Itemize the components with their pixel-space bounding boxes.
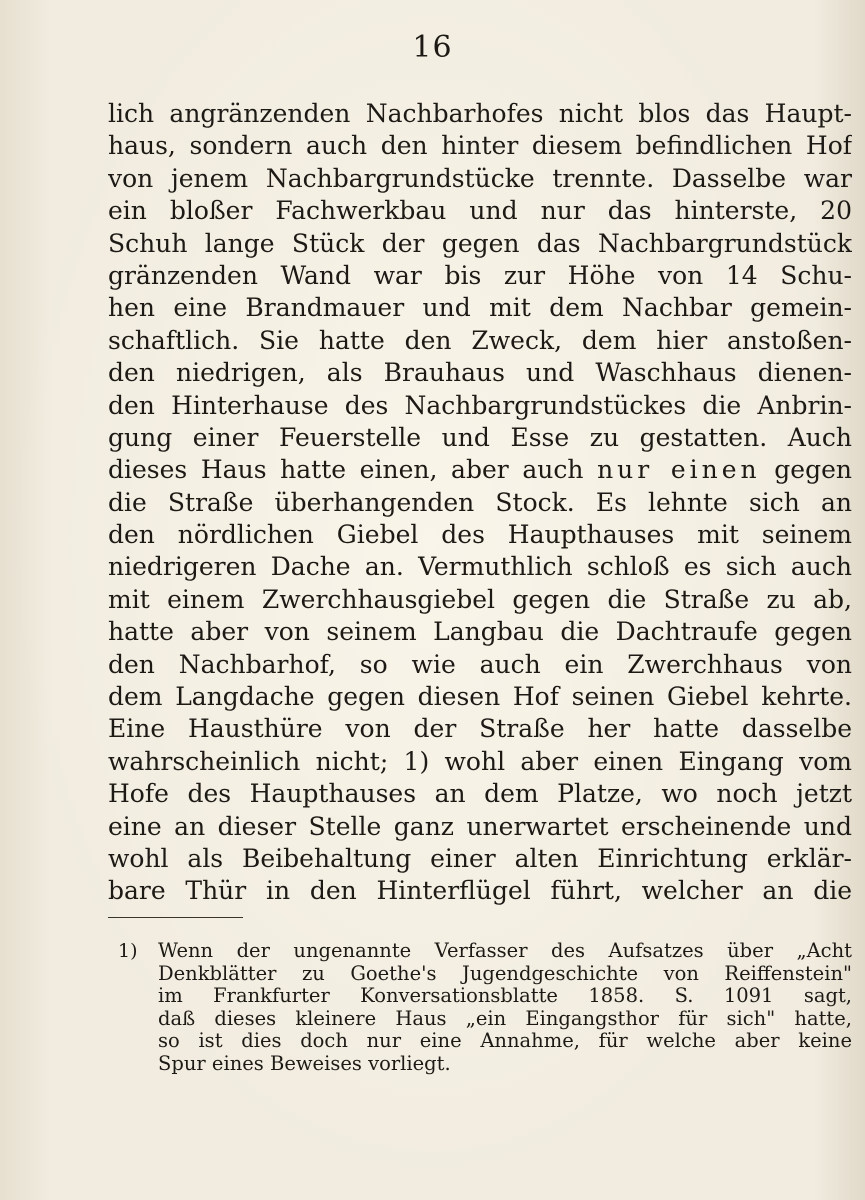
text-line: Eine Hausthüre von der Straße her hatte dasselbe	[108, 714, 852, 744]
footnote-line: im Frankfurter Konversationsblatte 1858. S. 1091 sagt,	[158, 985, 852, 1007]
footnote-line: Denkblätter zu Goethe's Jugendgeschichte von Reiffenstein"	[158, 962, 852, 985]
text-line: schaftlich. Sie hatte den Zweck, dem hier anstoßen-	[108, 325, 852, 355]
line-text: gegen	[760, 455, 852, 485]
text-line: lich angränzenden Nachbarhofes nicht blos das Haupt-	[108, 99, 852, 128]
text-line-with-emphasis	[108, 454, 852, 486]
text-line: gung einer Feuerstelle und Esse zu gestatten. Auch	[108, 422, 852, 452]
text-line: den Hinterhause des Nachbargrundstückes die Anbrin-	[108, 390, 852, 420]
body-text	[108, 98, 852, 908]
text-line: hatte aber von seinem Langbau die Dachtraufe gegen	[108, 617, 852, 647]
text-line: Hofe des Haupthauses an dem Platze, wo noch jetzt	[108, 779, 852, 809]
text-line: wahrscheinlich nicht; 1) wohl aber einen Eingang vom	[108, 746, 852, 776]
emphasized-text: nur einen	[597, 455, 761, 485]
text-line: dem Langdache gegen diesen Hof seinen Giebel kehrte.	[108, 682, 852, 712]
text-line: wohl als Beibehaltung einer alten Einrichtung erklär-	[108, 843, 852, 873]
text-line: niedrigeren Dache an. Vermuthlich schloß es sich auch	[108, 552, 852, 582]
text-line: die Straße überhangenden Stock. Es lehnte sich an	[108, 487, 852, 517]
text-line: ein bloßer Fachwerkbau und nur das hinterste, 20	[108, 196, 852, 226]
text-line: den nördlichen Giebel des Haupthauses mit seinem	[108, 520, 852, 550]
text-line: eine an dieser Stelle ganz unerwartet erscheinende und	[108, 811, 852, 841]
text-line: gränzenden Wand war bis zur Höhe von 14 Schu-	[108, 260, 852, 290]
footnote-separator	[108, 917, 243, 918]
footnote-line: Spur eines Beweises vorliegt.	[158, 1052, 451, 1075]
text-line: Schuh lange Stück der gegen das Nachbargrundstück	[108, 228, 852, 258]
footnote-line: Wenn der ungenannte Verfasser des Aufsatzes über „Acht	[158, 940, 852, 962]
text-line: hen eine Brandmauer und mit dem Nachbar gemein-	[108, 293, 852, 323]
text-line: den Nachbarhof, so wie auch ein Zwerchhaus von	[108, 649, 852, 679]
footnote-marker: 1)	[118, 940, 138, 962]
footnote-line: daß dieses kleinere Haus „ein Eingangsthor für sich" hatte,	[158, 1007, 852, 1030]
text-line: den niedrigen, als Brauhaus und Waschhaus dienen-	[108, 358, 852, 388]
text-line: von jenem Nachbargrundstücke trennte. Dasselbe war	[108, 163, 852, 193]
text-line: haus, sondern auch den hinter diesem befindlichen Hof	[108, 131, 852, 161]
line-text: dieses Haus hatte einen, aber auch	[108, 455, 598, 485]
text-line: mit einem Zwerchhausgiebel gegen die Straße zu ab,	[108, 584, 852, 614]
text-line: bare Thür in den Hinterflügel führt, welcher an die	[108, 876, 852, 906]
footnote-text	[158, 940, 852, 1075]
page-number: 16	[412, 30, 453, 65]
footnote-line: so ist dies doch nur eine Annahme, für welche aber keine	[158, 1030, 852, 1052]
